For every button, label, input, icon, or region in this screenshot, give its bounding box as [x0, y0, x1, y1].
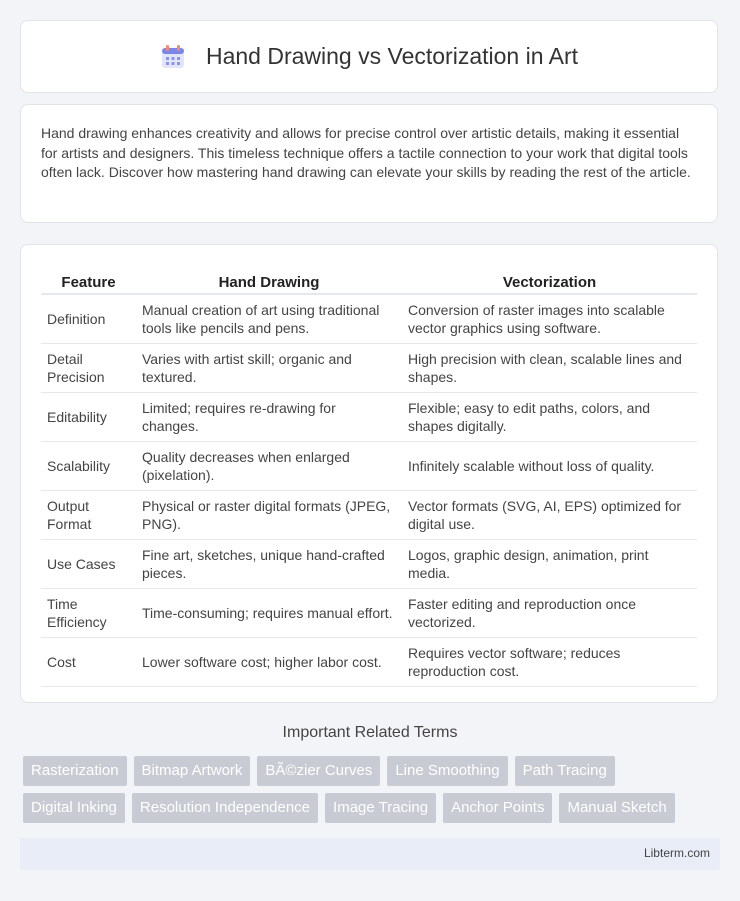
cell-vectorization: Flexible; easy to edit paths, colors, and shapes digitally.	[402, 393, 697, 442]
related-term-tag[interactable]: Path Tracing	[515, 756, 615, 786]
cell-vectorization: Faster editing and reproduction once vectorized.	[402, 589, 697, 638]
cell-vectorization: Vector formats (SVG, AI, EPS) optimized for digital use.	[402, 491, 697, 540]
related-term-tag[interactable]: Manual Sketch	[559, 793, 674, 823]
table-row	[41, 540, 697, 589]
cell-hand-drawing: Varies with artist skill; organic and textured.	[136, 344, 402, 393]
intro-card	[20, 104, 718, 223]
cell-hand-drawing: Quality decreases when enlarged (pixelation).	[136, 442, 402, 491]
related-term-tag[interactable]: Bitmap Artwork	[134, 756, 251, 786]
table-row	[41, 491, 697, 540]
cell-hand-drawing: Fine art, sketches, unique hand-crafted pieces.	[136, 540, 402, 589]
cell-feature: Editability	[41, 393, 136, 442]
intro-text: Hand drawing enhances creativity and allows for precise control over artistic details, making it essential for artists and designers. This timeless technique offers a tactile connection to your work that digital tools often lack. Discover how mastering hand drawing can elevate your skills by reading the rest of the article.	[41, 125, 691, 180]
cell-vectorization: Conversion of raster images into scalable vector graphics using software.	[402, 294, 697, 344]
related-terms-list	[23, 756, 723, 823]
related-term-tag[interactable]: Image Tracing	[325, 793, 436, 823]
table-row	[41, 344, 697, 393]
cell-hand-drawing: Lower software cost; higher labor cost.	[136, 638, 402, 687]
cell-vectorization: Logos, graphic design, animation, print media.	[402, 540, 697, 589]
cell-vectorization: Infinitely scalable without loss of quality.	[402, 442, 697, 491]
cell-feature: Definition	[41, 294, 136, 344]
related-terms-title: Important Related Terms	[282, 724, 458, 741]
cell-feature: Detail Precision	[41, 344, 136, 393]
cell-hand-drawing: Limited; requires re-drawing for changes.	[136, 393, 402, 442]
header-card	[20, 20, 718, 93]
cell-vectorization: High precision with clean, scalable lines and shapes.	[402, 344, 697, 393]
comparison-table	[41, 263, 697, 687]
related-term-tag[interactable]: Line Smoothing	[387, 756, 507, 786]
footer-site[interactable]: Libterm.com	[643, 846, 710, 860]
header-hand-drawing: Hand Drawing	[136, 263, 402, 294]
cell-hand-drawing: Physical or raster digital formats (JPEG, PNG).	[136, 491, 402, 540]
related-term-tag[interactable]: Digital Inking	[23, 793, 125, 823]
cell-feature: Cost	[41, 638, 136, 687]
footer	[20, 838, 720, 870]
header-vectorization: Vectorization	[402, 263, 697, 294]
table-header-row	[41, 263, 697, 294]
page-title: Hand Drawing vs Vectorization in Art	[205, 43, 578, 69]
table-row	[41, 442, 697, 491]
table-row	[41, 393, 697, 442]
related-term-tag[interactable]: Anchor Points	[443, 793, 552, 823]
related-term-tag[interactable]: Rasterization	[23, 756, 127, 786]
cell-feature: Output Format	[41, 491, 136, 540]
table-row	[41, 294, 697, 344]
calendar-icon	[160, 44, 186, 70]
table-row	[41, 589, 697, 638]
comparison-card	[20, 244, 718, 703]
related-term-tag[interactable]: BÃ©zier Curves	[257, 756, 380, 786]
cell-vectorization: Requires vector software; reduces reproduction cost.	[402, 638, 697, 687]
cell-feature: Use Cases	[41, 540, 136, 589]
header-feature: Feature	[41, 263, 136, 294]
cell-hand-drawing: Manual creation of art using traditional tools like pencils and pens.	[136, 294, 402, 344]
cell-hand-drawing: Time-consuming; requires manual effort.	[136, 589, 402, 638]
table-row	[41, 638, 697, 687]
cell-feature: Scalability	[41, 442, 136, 491]
cell-feature: Time Efficiency	[41, 589, 136, 638]
related-term-tag[interactable]: Resolution Independence	[132, 793, 318, 823]
